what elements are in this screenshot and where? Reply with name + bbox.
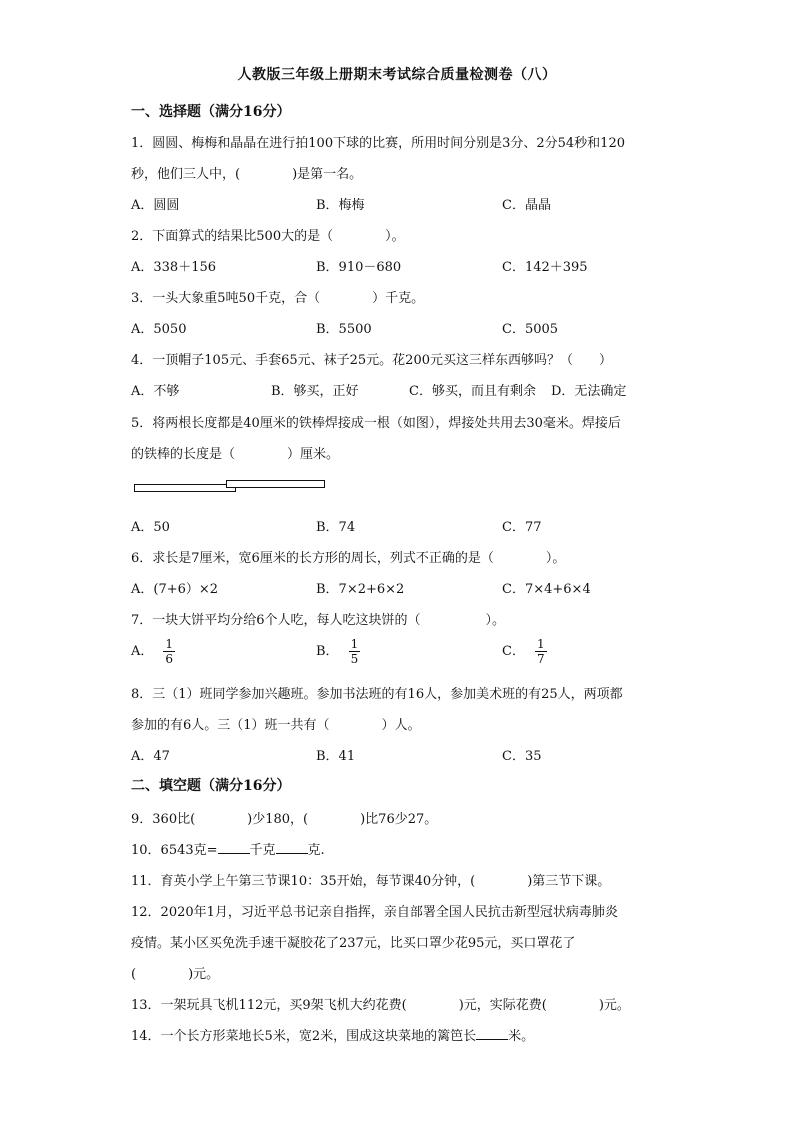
numerator: 1 <box>165 637 174 651</box>
question-2-options <box>131 256 671 276</box>
question-3-line-1: 3．一头大象重5吨50千克，合（ ）千克。 <box>131 291 425 306</box>
option-a <box>131 637 175 666</box>
denominator: 5 <box>350 652 359 666</box>
question-13-line-1: 13．一架玩具飞机112元，买9架飞机大约花费( )元，实际花费( )元。 <box>131 998 630 1013</box>
question-11-line-1: 11．育英小学上午第三节课10：35开始，每节课40分钟，( )第三节下课。 <box>131 874 611 889</box>
option-a: A．50 <box>131 520 170 535</box>
question-5-options <box>131 516 671 536</box>
question-5-line-2: 的铁棒的长度是（ ）厘米。 <box>131 447 340 462</box>
question-9-line-1: 9．360比( )少180，( )比76少27。 <box>131 812 438 827</box>
rod-left <box>135 485 236 492</box>
option-b: B．74 <box>316 520 356 535</box>
answer-blank <box>218 841 250 854</box>
question-14-line-1 <box>131 1025 534 1044</box>
option-c <box>502 637 547 666</box>
page-title: 人教版三年级上册期末考试综合质量检测卷（八） <box>237 67 557 83</box>
welded-rods-figure <box>134 478 328 494</box>
question-14-prefix: 14．一个长方形菜地长5米，宽2米，围成这块菜地的篱笆长 <box>131 1029 477 1044</box>
option-c: C．5005 <box>502 322 559 337</box>
question-8-options <box>131 745 671 765</box>
option-c: C．142＋395 <box>502 260 588 275</box>
answer-blank <box>476 1027 508 1040</box>
option-b: B．910－680 <box>316 260 402 275</box>
question-12-line-3: ( )元。 <box>131 967 220 982</box>
question-10-prefix: 10．6543克= <box>131 843 218 858</box>
numerator: 1 <box>536 637 545 651</box>
question-4-options <box>131 380 671 400</box>
question-5-line-1: 5．将两根长度都是40厘米的铁棒焊接成一根（如图），焊接处共用去30毫米。焊接后 <box>131 416 621 431</box>
option-a: A．圆圆 <box>131 198 180 213</box>
option-b: B．5500 <box>316 322 372 337</box>
denominator: 7 <box>536 652 545 666</box>
option-a-label: A． <box>131 644 154 659</box>
option-b <box>316 637 360 666</box>
section-heading-choice: 一、选择题（满分16分） <box>131 104 291 120</box>
option-c-label: C． <box>502 644 525 659</box>
option-a: A．5050 <box>131 322 187 337</box>
question-6-line-1: 6．求长是7厘米，宽6厘米的长方形的周长，列式不正确的是（ ）。 <box>131 551 566 566</box>
question-1-line-2: 秒，他们三人中，( )是第一名。 <box>131 167 363 182</box>
fraction-one-fifth <box>349 637 361 666</box>
option-a: A．47 <box>131 749 170 764</box>
question-7-options <box>131 637 671 666</box>
question-10-line-1 <box>131 839 325 858</box>
section-heading-fill-in: 二、填空题（满分16分） <box>131 778 291 794</box>
question-4-line-1: 4．一顶帽子105元、手套65元、袜子25元。花200元买这三样东西够吗？（ ） <box>131 353 612 368</box>
fraction-one-seventh <box>535 637 547 666</box>
rod-right <box>227 481 325 488</box>
option-b: B．够买，正好 <box>271 384 359 399</box>
option-b: B．41 <box>316 749 356 764</box>
option-a: A．(7+6）×2 <box>131 582 219 597</box>
question-6-options <box>131 578 671 598</box>
option-c: C．够买，而且有剩余 <box>409 384 536 399</box>
question-10-mid: 千克 <box>249 843 276 858</box>
option-b: B．梅梅 <box>316 198 365 213</box>
option-c: C．77 <box>502 520 542 535</box>
question-12-line-2: 疫情。某小区买免洗手速干凝胶花了237元，比买口罩少花95元，买口罩花了 <box>131 936 576 951</box>
option-b-label: B． <box>316 644 339 659</box>
question-10-suffix: 克. <box>307 843 325 858</box>
option-a: A．不够 <box>131 384 180 399</box>
question-8-line-1: 8．三（1）班同学参加兴趣班。参加书法班的有16人，参加美术班的有25人，两项都 <box>131 687 623 702</box>
numerator: 1 <box>350 637 359 651</box>
option-c: C．35 <box>502 749 542 764</box>
question-12-line-1: 12．2020年1月，习近平总书记亲自指挥，亲自部署全国人民抗击新型冠状病毒肺炎 <box>131 905 618 920</box>
option-b: B．7×2+6×2 <box>316 582 405 597</box>
question-14-suffix: 米。 <box>508 1029 535 1044</box>
option-c: C．7×4+6×4 <box>502 582 591 597</box>
question-8-line-2: 参加的有6人。三（1）班一共有（ ）人。 <box>131 718 421 733</box>
question-2-line-1: 2．下面算式的结果比500大的是（ ）。 <box>131 229 405 244</box>
question-3-options <box>131 318 671 338</box>
option-d: D．无法确定 <box>551 384 627 399</box>
question-1-options <box>131 194 671 214</box>
question-7-line-1: 7．一块大饼平均分给6个人吃，每人吃这块饼的（ ）。 <box>131 613 506 628</box>
option-c: C．晶晶 <box>502 198 551 213</box>
answer-blank <box>276 841 308 854</box>
option-a: A．338＋156 <box>131 260 217 275</box>
fraction-one-sixth <box>163 637 175 666</box>
denominator: 6 <box>165 652 174 666</box>
question-1-line-1: 1．圆圆、梅梅和晶晶在进行拍100下球的比赛，所用时间分别是3分、2分54秒和120 <box>131 136 625 151</box>
